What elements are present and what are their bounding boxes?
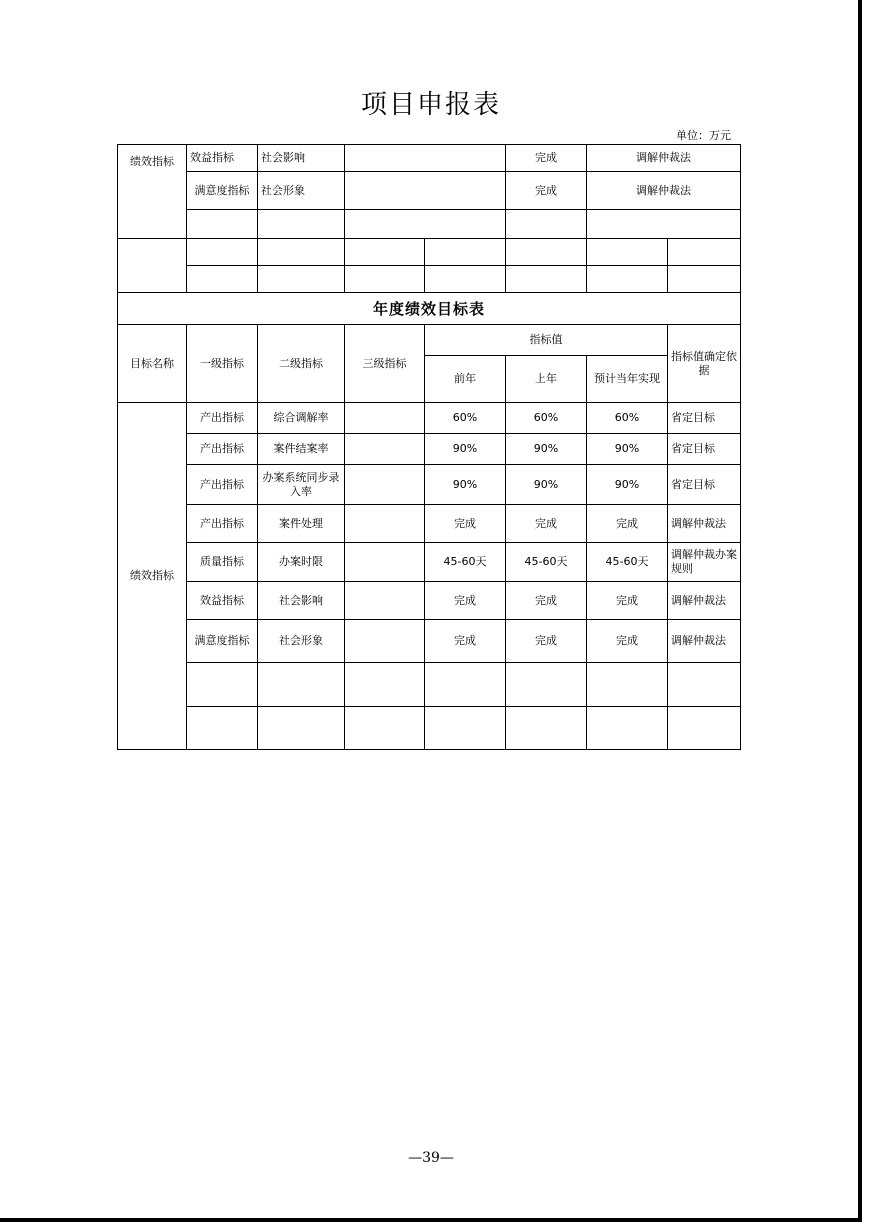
empty-cell: [345, 707, 425, 750]
level1-cell: 满意度指标: [187, 620, 258, 663]
empty-cell: [258, 210, 345, 239]
empty-cell: [587, 663, 668, 707]
upper-basis: 调解仲裁法: [587, 172, 741, 210]
table-row: [118, 465, 741, 505]
header-expected: 预计当年实现: [587, 356, 668, 403]
empty-cell: [187, 266, 258, 293]
basis-cell: 调解仲裁法: [668, 582, 741, 620]
last-year-cell: 60%: [506, 403, 587, 434]
upper-empty-cell: [345, 145, 506, 172]
prev-year-cell: 45-60天: [425, 543, 506, 582]
prev-year-cell: 完成: [425, 620, 506, 663]
upper-value: 完成: [506, 172, 587, 210]
level3-cell: [345, 582, 425, 620]
prev-year-cell: 90%: [425, 465, 506, 505]
expected-cell: 90%: [587, 434, 668, 465]
level2-cell: 社会影响: [258, 582, 345, 620]
expected-cell: 45-60天: [587, 543, 668, 582]
page-number: —39—: [408, 1150, 454, 1166]
prev-year-cell: 60%: [425, 403, 506, 434]
empty-cell: [187, 663, 258, 707]
empty-cell: [425, 266, 506, 293]
level1-cell: 产出指标: [187, 434, 258, 465]
blank-row: [118, 707, 741, 750]
empty-cell: [668, 239, 741, 266]
level3-cell: [345, 505, 425, 543]
expected-cell: 完成: [587, 505, 668, 543]
empty-cell: [506, 266, 587, 293]
level3-cell: [345, 434, 425, 465]
blank-row: [118, 239, 741, 266]
empty-cell: [425, 663, 506, 707]
section-title: 年度绩效目标表: [118, 293, 741, 325]
empty-cell: [506, 707, 587, 750]
level1-cell: 效益指标: [187, 582, 258, 620]
basis-cell: 省定目标: [668, 403, 741, 434]
level1-cell: 质量指标: [187, 543, 258, 582]
prev-year-cell: 完成: [425, 582, 506, 620]
upper-basis: 调解仲裁法: [587, 145, 741, 172]
last-year-cell: 完成: [506, 505, 587, 543]
empty-cell: [425, 707, 506, 750]
last-year-cell: 完成: [506, 582, 587, 620]
level3-cell: [345, 620, 425, 663]
upper-row-2: [118, 172, 741, 210]
basis-cell: 调解仲裁办案规则: [668, 543, 741, 582]
empty-cell: [668, 663, 741, 707]
empty-cell: [258, 266, 345, 293]
upper-row-1: [118, 145, 741, 172]
upper-level2: 社会影响: [258, 145, 345, 172]
upper-level1: 满意度指标: [187, 172, 258, 210]
level1-cell: 产出指标: [187, 403, 258, 434]
basis-cell: 省定目标: [668, 465, 741, 505]
level1-cell: 产出指标: [187, 465, 258, 505]
empty-cell: [506, 239, 587, 266]
upper-category: 绩效指标: [118, 145, 187, 239]
last-year-cell: 完成: [506, 620, 587, 663]
unit-label: 单位：万元: [676, 129, 731, 142]
upper-level2: 社会形象: [258, 172, 345, 210]
level2-cell: 案件处理: [258, 505, 345, 543]
level2-cell: 办案时限: [258, 543, 345, 582]
empty-cell: [587, 239, 668, 266]
level2-cell: 办案系统同步录入率: [258, 465, 345, 505]
upper-level1: 效益指标: [187, 145, 258, 172]
table-row: [118, 543, 741, 582]
performance-table: [117, 144, 741, 750]
expected-cell: 完成: [587, 620, 668, 663]
section-title-row: [118, 293, 741, 325]
empty-cell: [506, 663, 587, 707]
table-row: [118, 434, 741, 465]
last-year-cell: 45-60天: [506, 543, 587, 582]
annual-category: 绩效指标: [118, 403, 187, 750]
level2-cell: 综合调解率: [258, 403, 345, 434]
empty-cell: [345, 210, 506, 239]
empty-cell: [187, 210, 258, 239]
header-level3: 三级指标: [345, 325, 425, 403]
last-year-cell: 90%: [506, 465, 587, 505]
level2-cell: 社会形象: [258, 620, 345, 663]
header-last-year: 上年: [506, 356, 587, 403]
page-title: 项目申报表: [360, 90, 501, 120]
table-row: [118, 620, 741, 663]
empty-cell: [587, 210, 741, 239]
level2-cell: 案件结案率: [258, 434, 345, 465]
level3-cell: [345, 465, 425, 505]
empty-cell: [187, 239, 258, 266]
upper-empty-cell: [345, 172, 506, 210]
prev-year-cell: 完成: [425, 505, 506, 543]
empty-cell: [258, 707, 345, 750]
level3-cell: [345, 543, 425, 582]
empty-cell: [668, 266, 741, 293]
empty-cell: [668, 707, 741, 750]
header-level2: 二级指标: [258, 325, 345, 403]
empty-cell: [187, 707, 258, 750]
empty-cell: [258, 663, 345, 707]
expected-cell: 60%: [587, 403, 668, 434]
empty-cell: [345, 663, 425, 707]
last-year-cell: 90%: [506, 434, 587, 465]
upper-row-3: [118, 210, 741, 239]
empty-cell: [345, 239, 425, 266]
table-row: [118, 505, 741, 543]
header-target-name: 目标名称: [118, 325, 187, 403]
empty-cell: [425, 239, 506, 266]
header-basis: 指标值确定依据: [668, 325, 741, 403]
prev-year-cell: 90%: [425, 434, 506, 465]
empty-cell: [118, 239, 187, 293]
header-level1: 一级指标: [187, 325, 258, 403]
blank-row: [118, 663, 741, 707]
table-row: [118, 582, 741, 620]
upper-value: 完成: [506, 145, 587, 172]
empty-cell: [345, 266, 425, 293]
level3-cell: [345, 403, 425, 434]
header-row-1: [118, 325, 741, 356]
expected-cell: 90%: [587, 465, 668, 505]
empty-cell: [587, 266, 668, 293]
empty-cell: [587, 707, 668, 750]
level1-cell: 产出指标: [187, 505, 258, 543]
header-indicator-value: 指标值: [425, 325, 668, 356]
blank-row: [118, 266, 741, 293]
basis-cell: 调解仲裁法: [668, 620, 741, 663]
expected-cell: 完成: [587, 582, 668, 620]
basis-cell: 调解仲裁法: [668, 505, 741, 543]
table-row: [118, 403, 741, 434]
header-prev-year: 前年: [425, 356, 506, 403]
basis-cell: 省定目标: [668, 434, 741, 465]
empty-cell: [258, 239, 345, 266]
empty-cell: [506, 210, 587, 239]
